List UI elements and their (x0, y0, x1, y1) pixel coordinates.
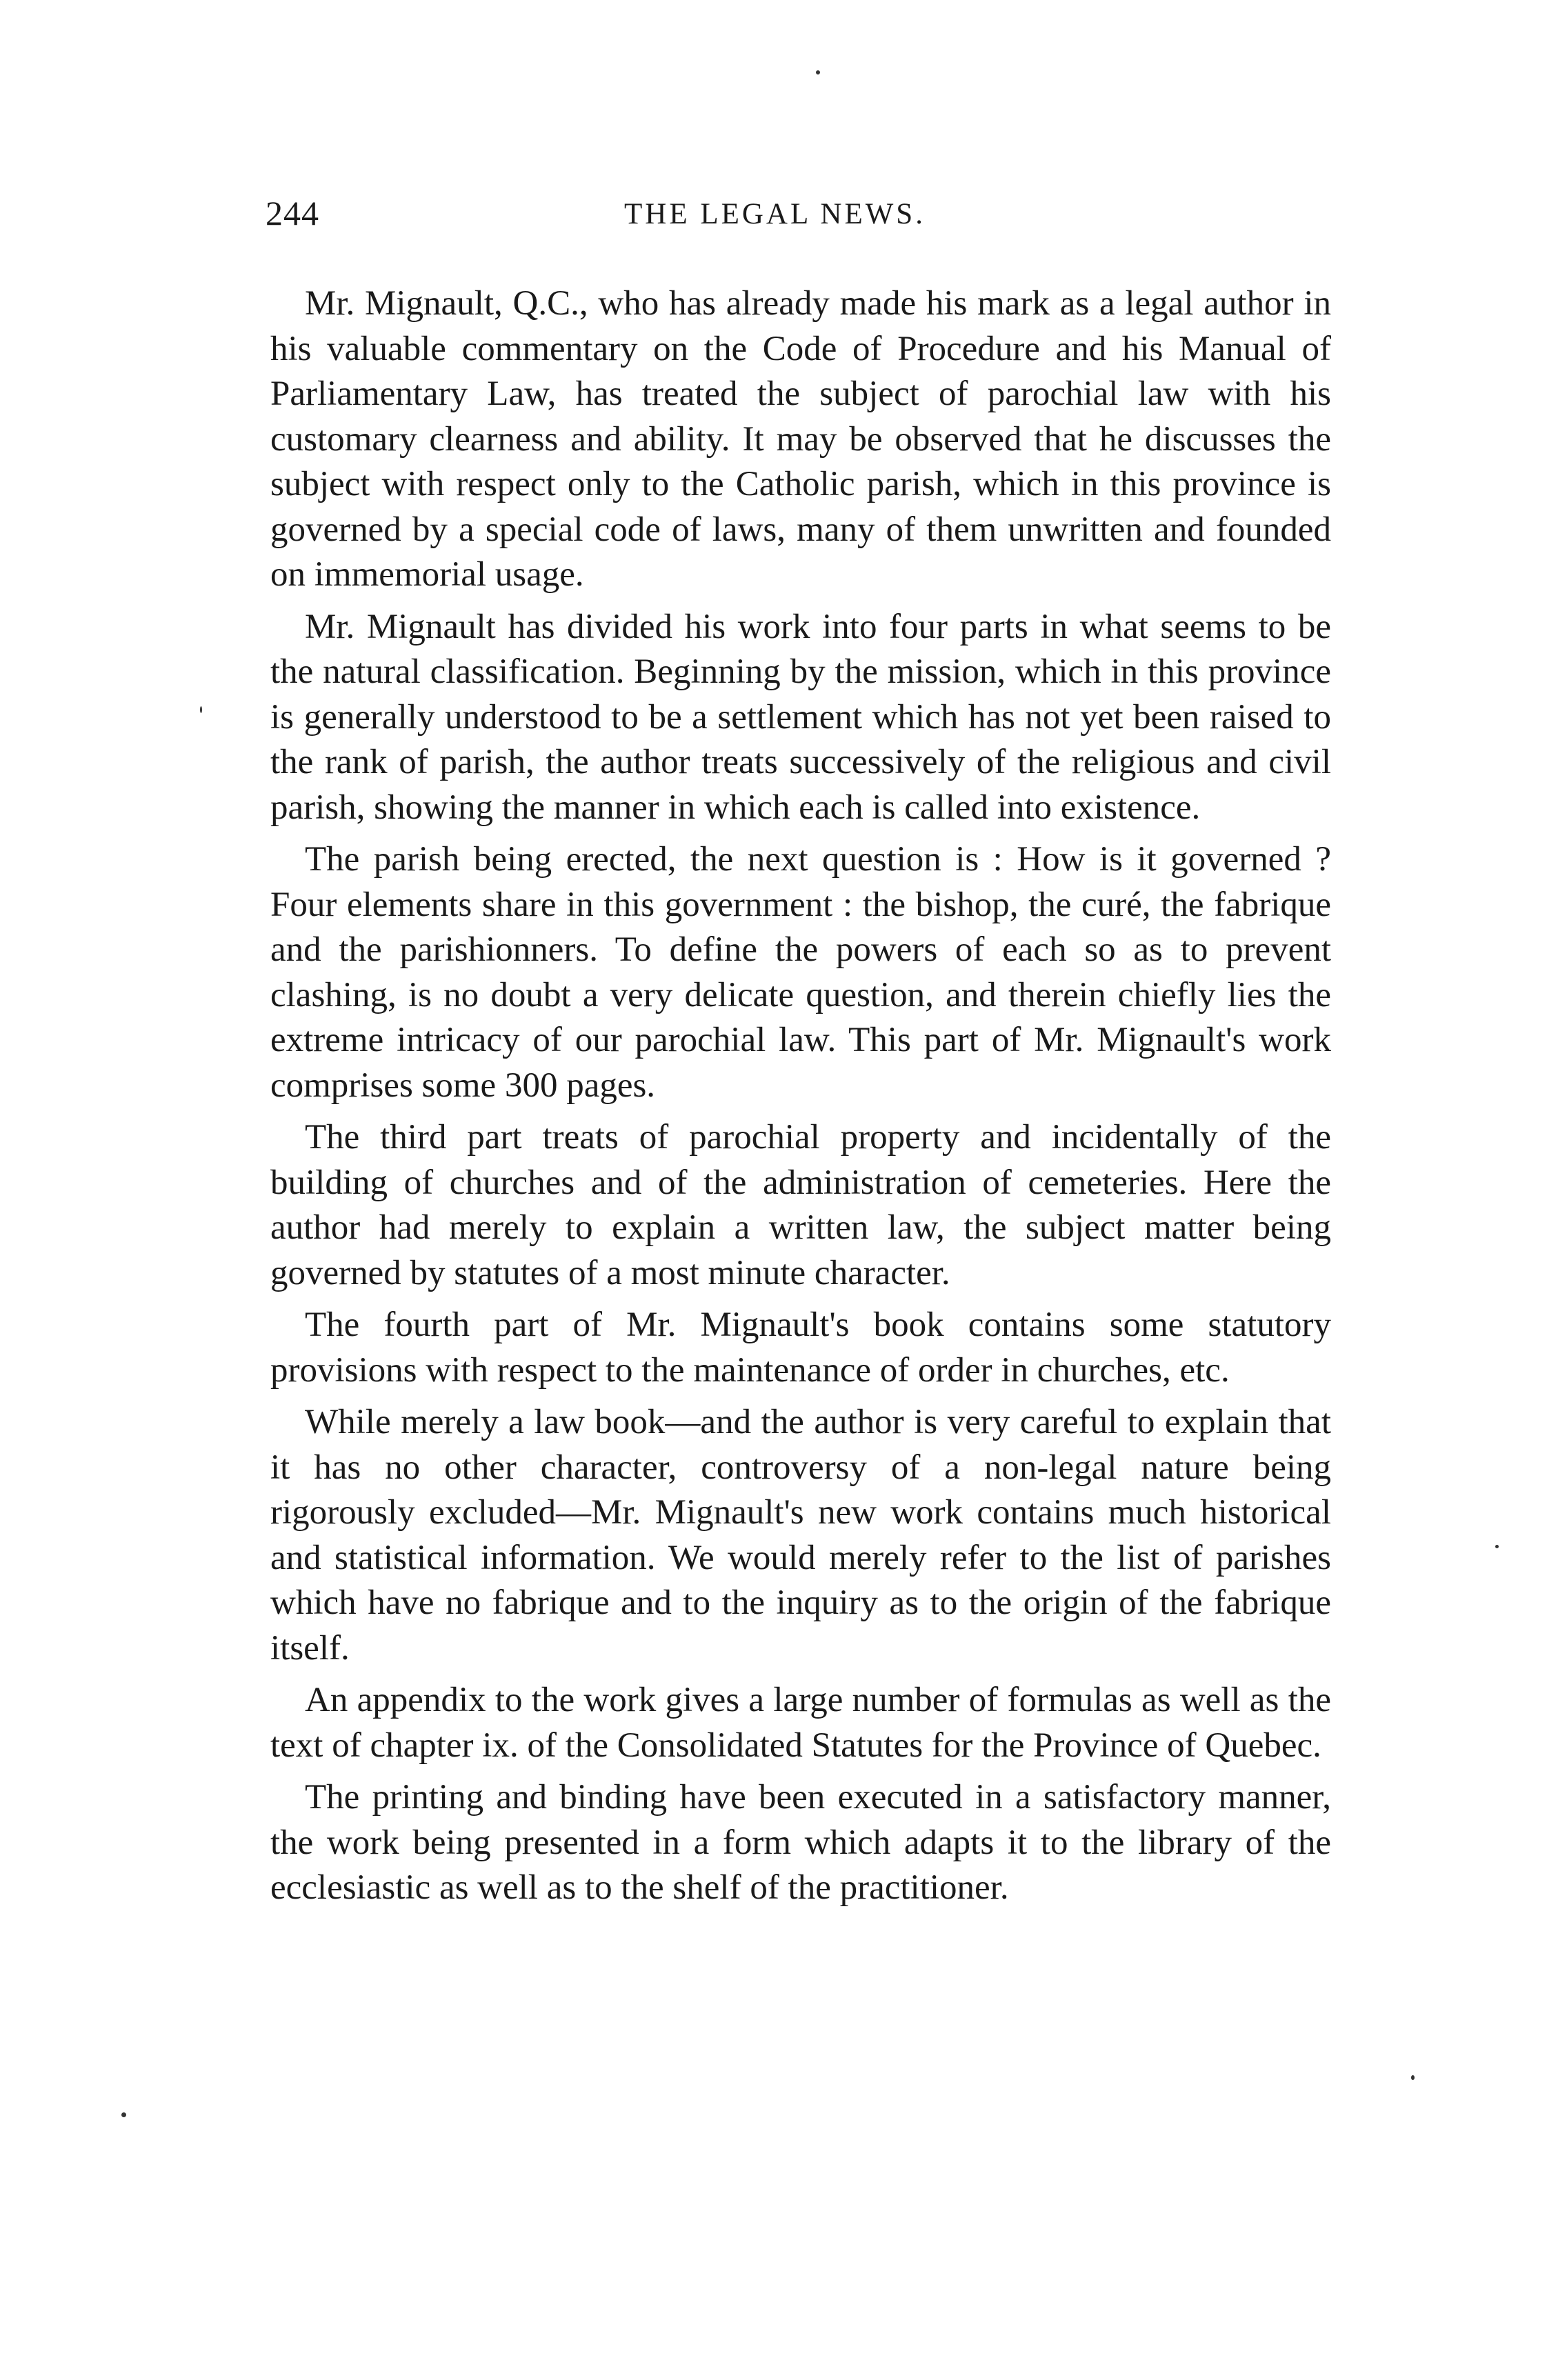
paragraph-4: The third part treats of parochial property and incidentally of the building of churches and of the administration of cemeteries. Here the author had merely to explain a written law, the subject matter being governed by statutes of a most minute character. (270, 1118, 1331, 1292)
paragraph-7: An appendix to the work gives a large number of formulas as well as the text of chapter ix. of the Consolidated Statutes for the Province of Quebec. (270, 1681, 1331, 1765)
paragraph-1: Mr. Mignault, Q.C., who has already made his mark as a legal author in his valuable commentary on the Code of Procedure and his Manual of Parliamentary Law, has treated the subject of parochial law with his customary clearness and ability. It may be observed that he discusses the subject with respect only to the Catholic parish, which in this province is governed by a special code of laws, many of them unwritten and founded on immemorial usage. (270, 284, 1331, 594)
scan-speck (816, 70, 820, 74)
paragraph-2: Mr. Mignault has divided his work into four parts in what seems to be the natural classification. Beginning by the mission, which in this province is generally understood to be a settlement which has not yet been raised to the rank of parish, the author treats successively of the religious and civil parish, showing the manner in which each is called into existence. (270, 607, 1331, 827)
paragraph-5: The fourth part of Mr. Mignault's book contains some statutory provisions with respect to the maintenance of order in churches, etc. (270, 1306, 1331, 1390)
paragraph-8: The printing and binding have been executed in a satisfactory manner, the work being presented in a form which adapts it to the library of the ecclesiastic as well as to the shelf of the practitioner. (270, 1778, 1331, 1907)
page-header (266, 193, 1331, 248)
page-number: 244 (266, 194, 319, 232)
scan-speck (121, 2112, 126, 2117)
paragraph-3: The parish being erected, the next question is : How is it governed ? Four elements share in this government : the bishop, the curé, the fabrique and the parishionners. To define the powers of each so as to prevent clashing, is no doubt a very delicate question, and therein chiefly lies the extreme intricacy of our parochial law. This part of Mr. Mignault's work comprises some 300 pages. (270, 840, 1331, 1105)
article-body (270, 281, 1331, 1911)
scan-speck (1495, 1545, 1499, 1548)
paragraph-6: While merely a law book—and the author is very careful to explain that it has no other character, controversy of a non-legal nature being rigorously excluded—Mr. Mignault's new work contains much historical and statistical information. We would merely refer to the list of parishes which have no fabrique and to the inquiry as to the origin of the fabrique itself. (270, 1403, 1331, 1668)
scan-speck (1411, 2075, 1415, 2080)
scan-speck (200, 706, 202, 713)
running-head: THE LEGAL NEWS. (624, 198, 926, 230)
